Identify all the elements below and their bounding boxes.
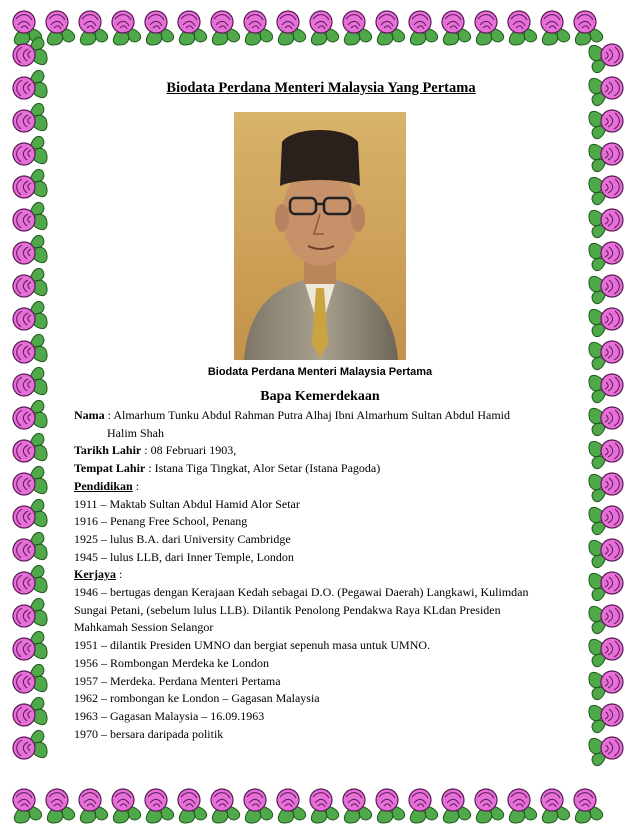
flower-ornament [589, 506, 623, 535]
tarikh-value: : 08 Februari 1903, [141, 443, 237, 458]
flower-ornament [112, 11, 141, 45]
flower-ornament [376, 11, 405, 45]
flower-ornament [13, 466, 47, 495]
flower-ornament [589, 308, 623, 337]
kerjaya-item: 1963 – Gagasan Malaysia – 16.09.1963 [74, 708, 265, 723]
flower-ornament [409, 789, 438, 823]
flower-ornament [13, 400, 47, 429]
flower-ornament [589, 143, 623, 172]
flower-ornament [211, 789, 240, 823]
kerjaya-item: 1951 – dilantik Presiden UMNO dan bergiat sepenuh masa untuk UMNO. [74, 638, 431, 653]
pendidikan-heading [74, 478, 574, 496]
flower-ornament [13, 499, 47, 528]
flower-ornament [589, 341, 623, 370]
flower-ornament [13, 565, 47, 594]
flower-ornament [244, 789, 273, 823]
flower-ornament [589, 671, 623, 700]
flower-ornament [13, 70, 47, 99]
flower-ornament [574, 789, 603, 823]
flower-ornament [589, 110, 623, 139]
flower-ornament [475, 11, 504, 45]
flower-ornament [508, 11, 537, 45]
nama-label: Nama [74, 408, 105, 422]
kerjaya-item: 1957 – Merdeka. Perdana Menteri Pertama [74, 673, 281, 688]
kerjaya-item: 1962 – rombongan ke London – Gagasan Malaysia [74, 691, 320, 706]
flower-ornament [46, 789, 75, 823]
flower-ornament [589, 572, 623, 601]
tempat-value: : Istana Tiga Tingkat, Alor Setar (Istana Pagoda) [145, 461, 381, 476]
flower-ornament [13, 136, 47, 165]
flower-ornament [589, 704, 623, 733]
kerjaya-item: 1956 – Rombongan Merdeka ke London [74, 655, 269, 670]
flower-ornament [475, 789, 504, 823]
flower-ornament [145, 11, 174, 45]
flower-ornament [13, 268, 47, 297]
flower-ornament [13, 235, 47, 264]
flower-ornament [79, 11, 108, 45]
flower-ornament [145, 789, 174, 823]
flower-ornament [589, 440, 623, 469]
flower-ornament [13, 202, 47, 231]
portrait-image [234, 112, 406, 360]
kerjaya-item: Sungai Petani, (sebelum lulus LLB). Dilantik Penolong Pendakwa Raya KLdan Presiden [74, 602, 501, 617]
flower-ornament [277, 11, 306, 45]
flower-ornament [589, 473, 623, 502]
pendidikan-item: 1911 – Maktab Sultan Abdul Hamid Alor Setar [74, 496, 300, 511]
flower-ornament [13, 169, 47, 198]
flower-ornament [442, 11, 471, 45]
tarikh-row [74, 442, 574, 460]
tempat-row [74, 460, 574, 478]
kerjaya-item: Mahkamah Session Selangor [74, 620, 214, 635]
flower-ornament [211, 11, 240, 45]
subtitle: Bapa Kemerdekaan [260, 389, 380, 404]
tempat-label: Tempat Lahir [74, 461, 146, 476]
flower-ornament [541, 789, 570, 823]
flower-ornament [589, 638, 623, 667]
kerjaya-item: 1970 – bersara daripada politik [74, 726, 224, 741]
flower-ornament [13, 789, 42, 823]
flower-ornament [541, 11, 570, 45]
biography-text [74, 407, 574, 743]
flower-ornament [13, 598, 47, 627]
flower-ornament [13, 730, 47, 759]
flower-ornament [589, 209, 623, 238]
flower-ornament [442, 789, 471, 823]
kerjaya-label: Kerjaya [74, 567, 116, 582]
kerjaya-heading [74, 566, 574, 584]
flower-ornament [589, 407, 623, 436]
flower-ornament [310, 789, 339, 823]
pendidikan-suffix: : [132, 478, 140, 493]
flower-ornament [13, 433, 47, 462]
flower-ornament [343, 789, 372, 823]
flower-ornament [13, 334, 47, 363]
flower-ornament [178, 789, 207, 823]
flower-ornament [310, 11, 339, 45]
nama-value-cont: Halim Shah [107, 425, 164, 440]
flower-ornament [589, 539, 623, 568]
flower-ornament [13, 532, 47, 561]
pendidikan-item: 1925 – lulus B.A. dari University Cambridge [74, 531, 291, 546]
flower-ornament [13, 301, 47, 330]
pendidikan-item: 1916 – Penang Free School, Penang [74, 514, 248, 529]
flower-ornament [13, 103, 47, 132]
nama-value: : Almarhum Tunku Abdul Rahman Putra Alhaj Ibni Almarhum Sultan Abdul Hamid [104, 408, 511, 422]
pendidikan-item: 1945 – lulus LLB, dari Inner Temple, London [74, 549, 294, 564]
flower-ornament [13, 697, 47, 726]
flower-ornament [409, 11, 438, 45]
tarikh-label: Tarikh Lahir [74, 443, 142, 458]
flower-ornament [244, 11, 273, 45]
kerjaya-item: 1946 – bertugas dengan Kerajaan Kedah sebagai D.O. (Pegawai Daerah) Langkawi, Kulimdan [74, 585, 529, 600]
flower-ornament [589, 77, 623, 106]
flower-ornament [508, 789, 537, 823]
flower-ornament [112, 789, 141, 823]
flower-ornament [277, 789, 306, 823]
kerjaya-suffix: : [115, 567, 123, 582]
flower-ornament [178, 11, 207, 45]
image-caption: Biodata Perdana Menteri Malaysia Pertama [207, 366, 433, 378]
flower-ornament [343, 11, 372, 45]
flower-ornament [589, 605, 623, 634]
flower-ornament [589, 242, 623, 271]
flower-ornament [46, 11, 75, 45]
nama-row [74, 407, 574, 425]
flower-ornament [589, 44, 623, 73]
flower-ornament [589, 176, 623, 205]
pendidikan-label: Pendidikan [74, 478, 133, 493]
flower-ornament [13, 631, 47, 660]
page-title: Biodata Perdana Menteri Malaysia Yang Pertama [166, 80, 476, 96]
flower-ornament [13, 367, 47, 396]
flower-ornament [589, 374, 623, 403]
flower-ornament [574, 11, 603, 45]
flower-ornament [376, 789, 405, 823]
flower-ornament [589, 737, 623, 766]
flower-ornament [589, 275, 623, 304]
flower-ornament [13, 664, 47, 693]
flower-ornament [79, 789, 108, 823]
